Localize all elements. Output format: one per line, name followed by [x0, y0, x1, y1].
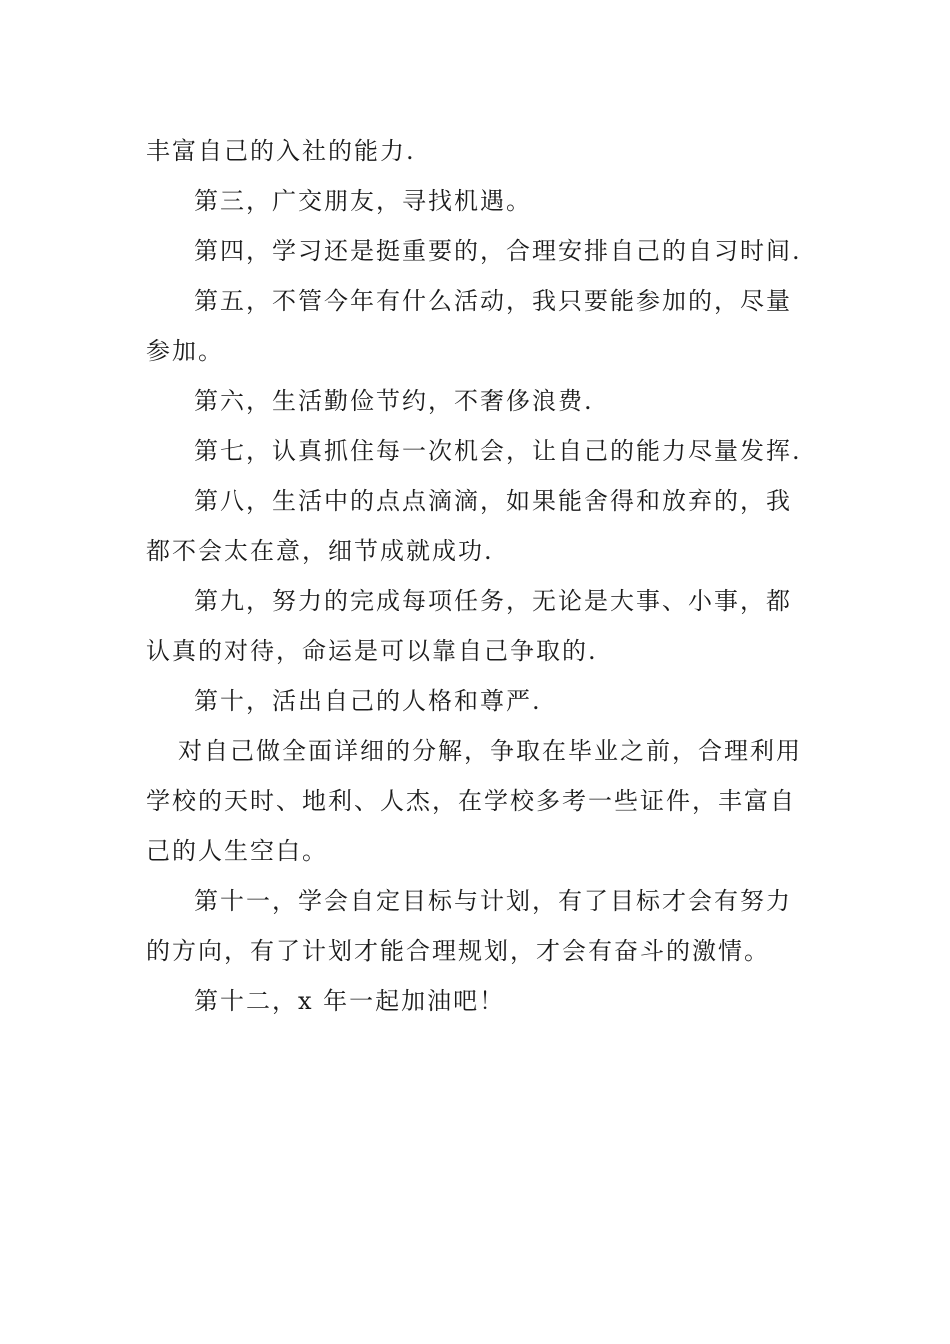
document-body: [146, 126, 816, 1026]
paragraph-fourth: 第四，学习还是挺重要的，合理安排自己的自习时间.: [194, 237, 802, 265]
paragraph-fifth: 第五，不管今年有什么活动，我只要能参加的，尽量参加。: [146, 287, 792, 365]
paragraph-continuation: 丰富自己的入社的能力.: [146, 137, 416, 165]
paragraph-summary: 对自己做全面详细的分解，争取在毕业之前，合理利用学校的天时、地利、人杰，在学校多考一些证件，丰富自己的人生空白。: [146, 737, 802, 865]
paragraph-twelfth: 第十二，x 年一起加油吧！: [194, 987, 506, 1015]
paragraph-tenth: 第十，活出自己的人格和尊严.: [194, 687, 542, 715]
paragraph-third: 第三，广交朋友，寻找机遇。: [194, 187, 532, 215]
paragraph-sixth: 第六，生活勤俭节约，不奢侈浪费.: [194, 387, 594, 415]
paragraph-ninth: 第九，努力的完成每项任务，无论是大事、小事，都认真的对待，命运是可以靠自己争取的.: [146, 587, 792, 665]
paragraph-seventh: 第七，认真抓住每一次机会，让自己的能力尽量发挥.: [194, 437, 802, 465]
paragraph-eleventh: 第十一，学会自定目标与计划，有了目标才会有努力的方向，有了计划才能合理规划，才会有奋斗的激情。: [146, 887, 792, 965]
paragraph-eighth: 第八，生活中的点点滴滴，如果能舍得和放弃的，我都不会太在意，细节成就成功.: [146, 487, 792, 565]
